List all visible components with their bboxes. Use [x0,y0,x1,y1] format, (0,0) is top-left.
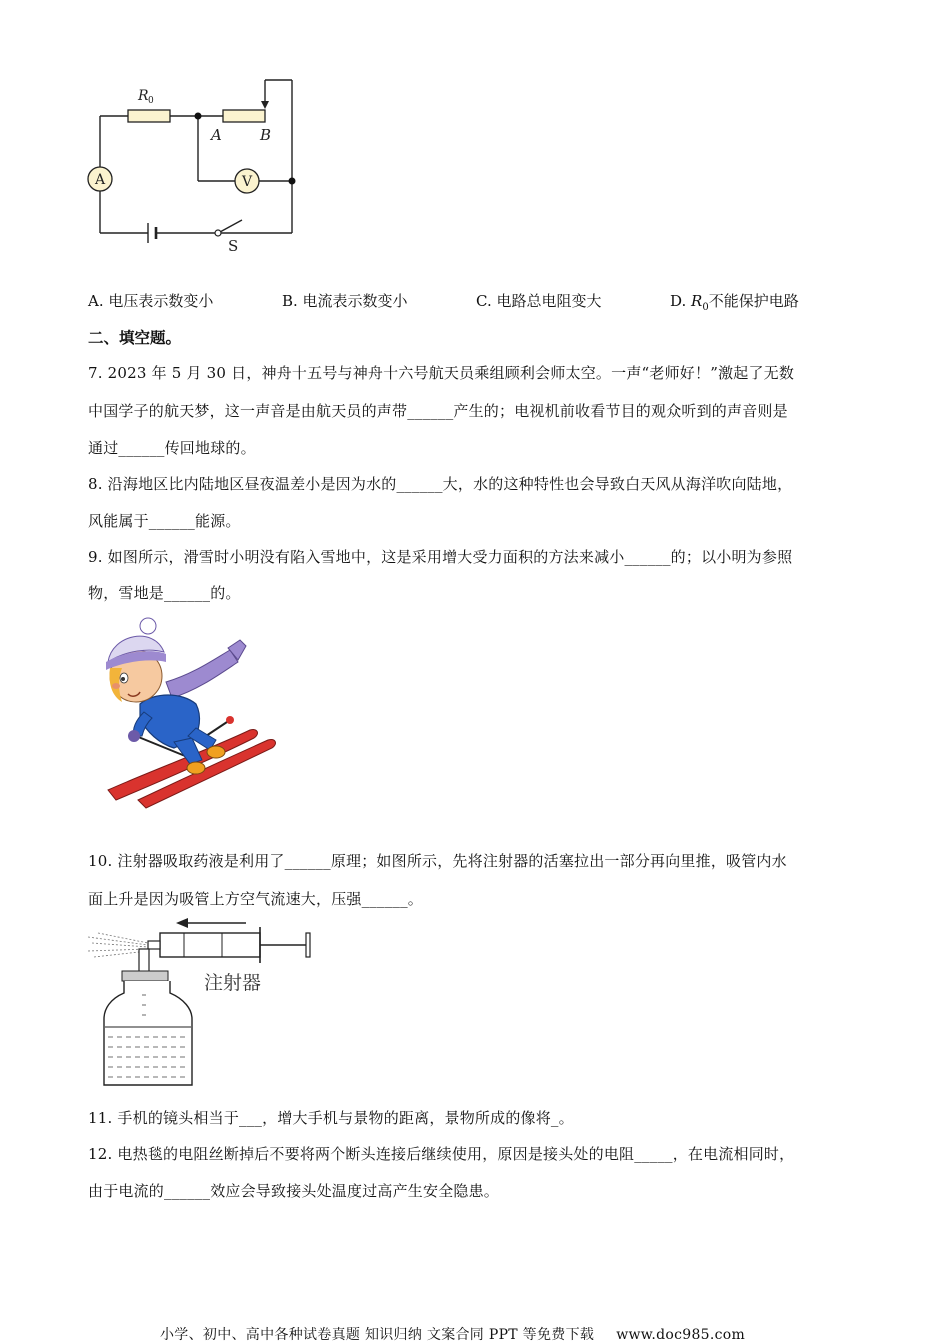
q10-line-1: 10. 注射器吸取药液是利用了______原理；如图所示，先将注射器的活塞拉出一部分再向里推，吸管内水 [88,852,787,870]
ammeter-icon [88,167,112,191]
q12-line-2: 由于电流的______效应会导致接头处温度过高产生安全隐患。 [88,1182,500,1200]
svg-text:A: A [94,172,106,188]
syringe-label: 注射器 [204,972,262,994]
r0-resistor [128,110,170,122]
q9-line-1: 9. 如图所示，滑雪时小明没有陷入雪地中，这是采用增大受力面积的方法来减小______的；以小明为参照 [88,548,793,566]
option-c: C. 电路总电阻变大 [476,292,602,310]
q7-line-2: 中国学子的航天梦，这一声音是由航天员的声带______产生的；电视机前收看节目的观众听到的声音则是 [88,402,788,420]
switch-label: S [228,237,239,255]
q10-line-2: 面上升是因为吸管上方空气流速大，压强______。 [88,890,424,908]
svg-text:V: V [241,174,253,190]
q8-line-1: 8. 沿海地区比内陆地区昼夜温差小是因为水的______大，水的这种特性也会导致白天风从海洋吹向陆地， [88,475,793,493]
option-d: D. $R_0$不能保护电路 [670,292,799,313]
footer [160,1324,745,1344]
circuit-diagram [80,70,310,260]
footer-url[interactable]: www.doc985.com [616,1327,746,1343]
syringe-diagram [84,915,324,1090]
point-b-label: B [260,126,272,144]
q9-line-2: 物，雪地是______的。 [88,584,241,602]
q7-line-1: 7. 2023 年 5 月 30 日，神舟十五号与神舟十六号航天员乘组顾利会师太空。一声“老师好！”激起了无数 [88,364,795,382]
point-a-label: A [211,126,222,144]
q8-line-2: 风能属于______能源。 [88,512,241,530]
option-a: A. 电压表示数变小 [88,292,214,310]
footer-text: 小学、初中、高中各种试卷真题 知识归纳 文案合同 PPT 等免费下载 [160,1327,595,1343]
q7-line-3: 通过______传回地球的。 [88,439,256,457]
r0-label: R [138,88,149,104]
option-b: B. 电流表示数变小 [282,292,408,310]
section-title: 二、填空题。 [88,329,182,347]
skier-illustration [88,612,288,812]
svg-text:0: 0 [148,96,154,106]
rheostat [223,110,265,122]
q12-line-1: 12. 电热毯的电阻丝断掉后不要将两个断头连接后继续使用，原因是接头处的电阻_____，在电流相同时， [88,1145,795,1163]
voltmeter-icon [235,169,259,193]
q11-line-1: 11. 手机的镜头相当于___，增大手机与景物的距离，景物所成的像将_。 [88,1109,574,1127]
